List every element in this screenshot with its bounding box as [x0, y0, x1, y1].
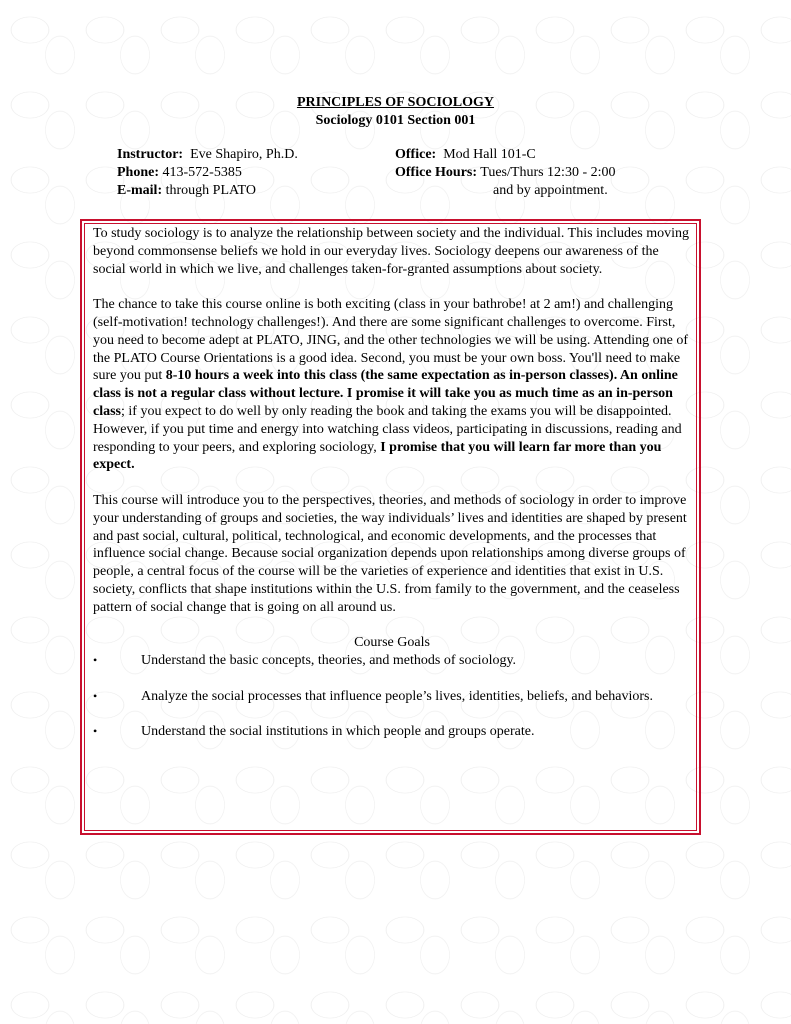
document-header [0, 94, 791, 130]
goal-item [93, 723, 691, 741]
goal-text: Understand the basic concepts, theories, and methods of sociology. [141, 653, 517, 669]
online-bold-1: 8-10 hours a week into this class (the same expectation as in-person classes). An online class is not a regular class without lecture. I promise it will take you as much time as an in-person class [93, 368, 678, 419]
overview-paragraph: This course will introduce you to the perspectives, theories, and methods of sociology in order to improve your understanding of groups and societies, the way individuals’ lives and identities are shaped by present and past social, cultural, political, technological, and economic developments, and the processes that influence social change. Because social organization depends upon relationships among diverse groups of people, a central focus of the course will be the varieties of experience and identities that exist in U.S. society, conflicts that shape institutions within the U.S. from family to the government, and the ceaseless pattern of social change that is going on all around us. [93, 492, 687, 615]
hours-line [395, 164, 616, 182]
office-label: Office: [395, 147, 437, 162]
bullet-icon: • [93, 724, 98, 739]
hours-value: Tues/Thurs 12:30 - 2:00 [480, 165, 616, 180]
phone-label: Phone: [117, 165, 159, 180]
course-subtitle: Sociology 0101 Section 001 [315, 113, 476, 128]
intro-paragraph: To study sociology is to analyze the relationship between society and the individual. This includes moving beyond commonsense beliefs we hold in our everyday lives. Sociology deepens our awareness of the social world in which we live, and challenges taken-for-granted assumptions about society. [93, 226, 689, 277]
goal-item [93, 688, 691, 706]
email-line [117, 182, 298, 200]
phone-value: 413-572-5385 [162, 165, 242, 180]
hours-label: Office Hours: [395, 165, 478, 180]
course-title: PRINCIPLES OF SOCIOLOGY [296, 95, 495, 110]
bullet-icon: • [93, 653, 98, 668]
course-description [93, 225, 691, 759]
instructor-line [117, 146, 298, 164]
hours-extra: and by appointment. [493, 183, 608, 198]
office-value: Mod Hall 101-C [443, 147, 536, 162]
online-paragraph [93, 296, 691, 474]
bullet-icon: • [93, 688, 98, 703]
goal-item [93, 652, 691, 670]
goals-heading: Course Goals [354, 635, 430, 651]
email-value: through PLATO [165, 183, 256, 198]
phone-line [117, 164, 298, 182]
online-text-2: ; if you expect to do well by only reading the book and taking the exams you will be disappointed. However, if you put time and energy into watching class videos, participating in discussions, reading and responding to your peers, and exploring sociology, [93, 403, 682, 455]
goal-text: Analyze the social processes that influence people’s lives, identities, beliefs, and behaviors. [141, 688, 654, 704]
instructor-value: Eve Shapiro, Ph.D. [190, 147, 298, 162]
office-line [395, 146, 616, 164]
online-text-1: The chance to take this course online is both exciting (class in your bathrobe! at 2 am!) and challenging (self-motivation! technology challenges!). And there are some significant challenges to overcome. First, you need to become adept at PLATO, JING, and the other technologies we will be using. Attending one of the PLATO Course Orientations is a good idea. Second, you must be your own boss. You'll need to make sure you put [93, 297, 688, 384]
instructor-contact [117, 146, 298, 200]
email-label: E-mail: [117, 183, 163, 198]
office-contact [395, 146, 616, 200]
goal-text: Understand the social institutions in which people and groups operate. [141, 724, 535, 740]
online-bold-2: I promise that you will learn far more than you expect. [93, 439, 662, 473]
instructor-label: Instructor: [117, 147, 184, 162]
